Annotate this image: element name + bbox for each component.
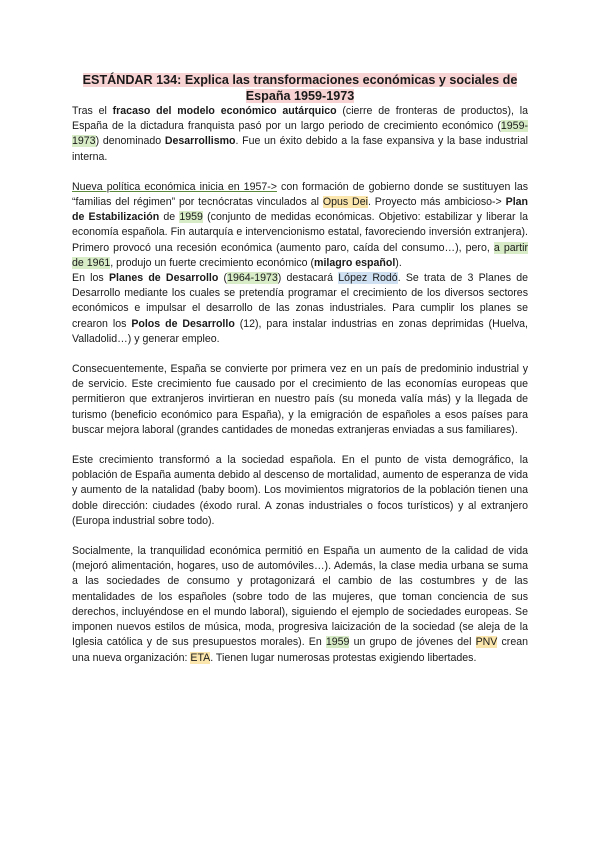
bold-term: Desarrollismo (164, 135, 236, 148)
text-run: . Se trata de 3 Planes de Desarrollo mediante los cuales se pretendía programar el crecimiento de los diversos sectores económicos e impulsar el desarrollo de las zonas industriales. Para cumplir los planes se crearon los (72, 272, 528, 330)
text-run: Tras el (72, 105, 113, 117)
text-run: con formación de gobierno donde se sustituyen las “familias del régimen” por tecnócratas vinculados al (72, 180, 529, 209)
bold-term: Polos de Desarrollo (131, 317, 235, 330)
text-run: ). (395, 256, 402, 269)
highlight-name: Opus Dei (322, 196, 368, 209)
title-line-1: ESTÁNDAR 134: Explica las transformaciones económicas y sociales de (82, 73, 518, 87)
highlight-name: PNV (475, 636, 498, 649)
text-run: , produjo un fuerte crecimiento económico ( (110, 256, 315, 269)
text-run: un grupo de jóvenes del (349, 636, 476, 649)
paragraph-plan-estabilizacion (72, 180, 528, 271)
highlight-date: 1964-1973 (227, 272, 278, 285)
document-body (72, 104, 528, 681)
paragraph-demografia: Este crecimiento transformó a la sociedad española. En el punto de vista demográfico, la población de España aumenta debido al descenso de mortalidad, aumento de esperanza de vida y aumento de la natalidad (baby boom). Los movimientos migratorios de la población tienen una doble dirección: ciudades (éxodo rural. A zonas industriales o focos turísticos) y al extranjero (Europa industrial sobre todo). (72, 454, 528, 527)
highlight-person: López Rodó (338, 272, 398, 285)
text-run: En los (72, 272, 109, 285)
title-line-2: España 1959-1973 (245, 89, 355, 103)
highlight-date: 1959 (179, 211, 203, 224)
text-run: ) denominado (95, 135, 165, 148)
page-title (70, 72, 530, 104)
text-run: ) destacará (277, 272, 339, 285)
bold-term: fracaso del modelo económico autárquico (112, 105, 337, 117)
paragraph-sociedad (72, 544, 528, 666)
bold-term: Planes de Desarrollo (108, 272, 219, 285)
paragraph-desarrollismo (72, 104, 528, 165)
text-run: . Proyecto más ambicioso-> (367, 196, 506, 209)
text-run: Socialmente, la tranquilidad económica permitió en España un aumento de la calidad de vida (mejoró alimentación, hogares, uso de automóviles…). Además, la clase media urbana se suma a las sociedades de consumo y protagonizará el cambio de las costumbres y de las mentalidades de los españoles (sobre todo de las mujeres, que toman conciencia de sus derechos, incluyéndose en el mundo laboral), siguiendo el ejemplo de sociedades europeas. Se imponen nuevos estilos de música, moda, progresiva laicización de la sociedad (se aleja de la Iglesia católica y de sus presupuestos morales). En (72, 545, 528, 649)
paragraph-planes-desarrollo (72, 271, 528, 347)
highlight-name: ETA (190, 651, 211, 664)
highlight-date: 1959 (325, 636, 350, 649)
text-run: . Fue un éxito debido a la fase expansiva y la base industrial interna. (72, 135, 528, 163)
highlight-date: a partir de 1961 (72, 241, 528, 269)
underlined-heading: Nueva política económica inicia en 1957-> (72, 180, 277, 193)
text-run: (12), para instalar industrias en zonas deprimidas (Huelva, Valladolid…) y generar empleo. (72, 317, 528, 345)
text-run: ( (218, 272, 228, 285)
text-run: (cierre de fronteras de productos), la España de la dictadura franquista pasó por un largo periodo de crecimiento económico ( (72, 105, 528, 133)
text-run: (conjunto de medidas económicas. Objetivo: estabilizar y liberar la economía española. Fin autarquía e intervencionismo estatal, favoreciendo inversión extranjera). Primero provocó una recesión económica (aumento paro, caída del consumo…), pero, (72, 211, 529, 254)
bold-term: Plan de Estabilización (72, 196, 528, 224)
text-run: crean una nueva organización: (72, 636, 528, 664)
highlight-date: 1959-1973 (72, 120, 528, 148)
paragraph-economia: Consecuentemente, España se convierte por primera vez en un país de predominio industrial y de servicio. Este crecimiento fue causado por el crecimiento de las economías europeas que permitieron que extranjeros invirtieran en nuestro país (su moneda valía más) y la llegada de turismo (beneficio económico para España), y la emigración de españoles a esos países para buscar mejora laboral (grandes cantidades de monedas extranjeras enviadas a sus familiares). (72, 363, 528, 436)
text-run: . Tienen lugar numerosas protestas exigiendo libertades. (210, 651, 477, 664)
text-run: de (159, 211, 180, 224)
bold-term: milagro español (314, 256, 396, 269)
